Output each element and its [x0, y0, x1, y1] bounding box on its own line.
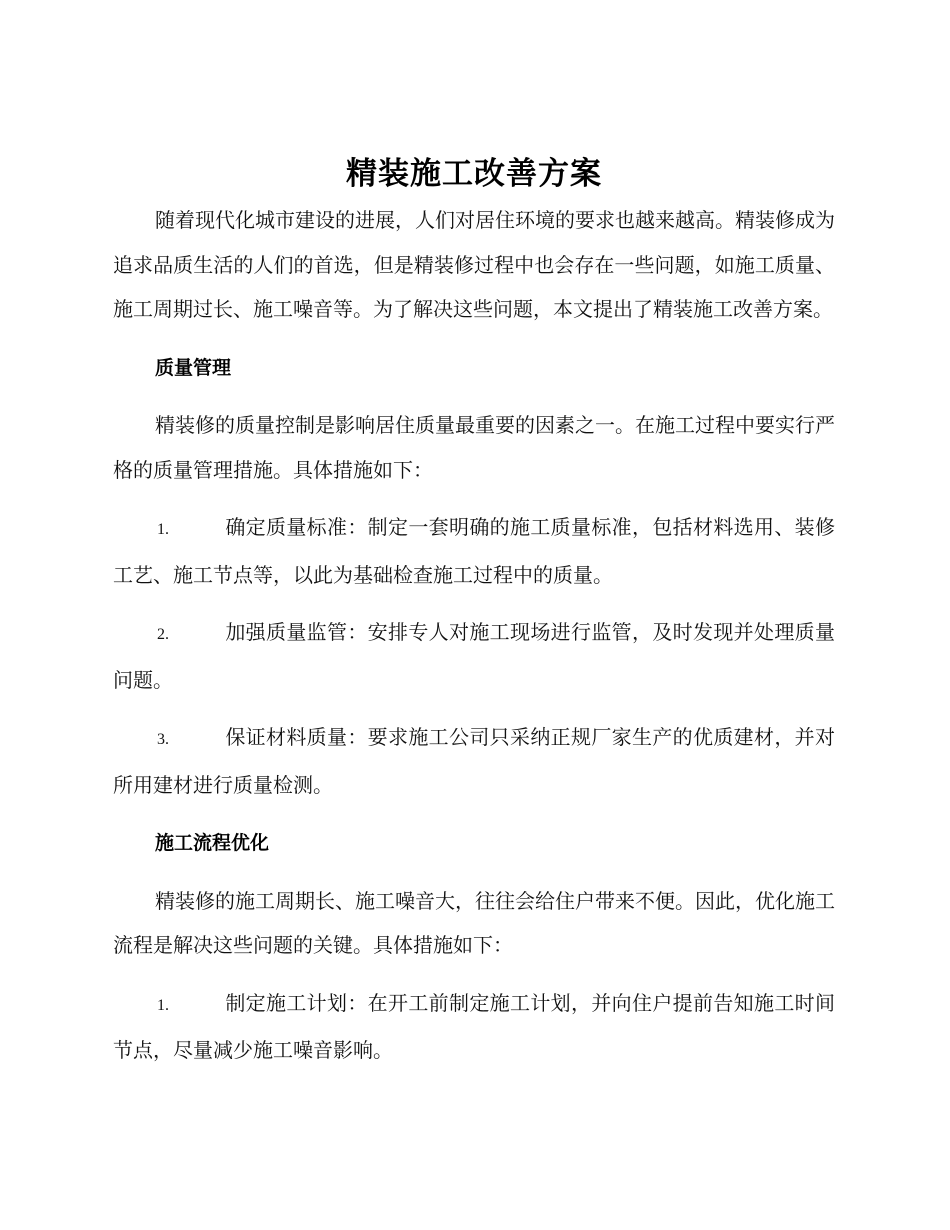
list-item [113, 610, 835, 702]
list-item-text: 确定质量标准：制定一套明确的施工质量标准，包括材料选用、装修工艺、施工节点等，以此为基础检查施工过程中的质量。 [113, 515, 835, 587]
list-number: 3. [157, 731, 169, 748]
list-number: 1. [157, 521, 169, 538]
list-item-text: 保证材料质量：要求施工公司只采纳正规厂家生产的优质建材，并对所用建材进行质量检测。 [113, 725, 835, 797]
document-body [113, 150, 835, 1073]
section-heading-process: 施工流程优化 [155, 832, 270, 854]
section-heading-quality: 质量管理 [155, 356, 232, 379]
section-paragraph-process: 精装修的施工周期长、施工噪音大，往往会给住户带来不便。因此，优化施工流程是解决这些问题的关键。具体措施如下： [113, 888, 835, 957]
list-item-text: 制定施工计划：在开工前制定施工计划，并向住户提前告知施工时间节点，尽量减少施工噪音影响。 [113, 990, 835, 1062]
section-paragraph-quality: 精装修的质量控制是影响居住质量最重要的因素之一。在施工过程中要实行严格的质量管理措施。具体措施如下： [113, 413, 835, 482]
list-item [113, 505, 835, 597]
intro-paragraph: 随着现代化城市建设的进展，人们对居住环境的要求也越来越高。精装修成为追求品质生活的人们的首选，但是精装修过程中也会存在一些问题，如施工质量、施工周期过长、施工噪音等。为了解决这些问题，本文提出了精装施工改善方案。 [113, 208, 835, 321]
document-title: 精装施工改善方案 [346, 156, 602, 192]
list-item [113, 715, 835, 807]
list-item-text: 加强质量监管：安排专人对施工现场进行监管，及时发现并处理质量问题。 [113, 620, 835, 692]
list-number: 1. [157, 996, 169, 1014]
list-number: 2. [157, 626, 169, 643]
list-item [113, 981, 835, 1073]
